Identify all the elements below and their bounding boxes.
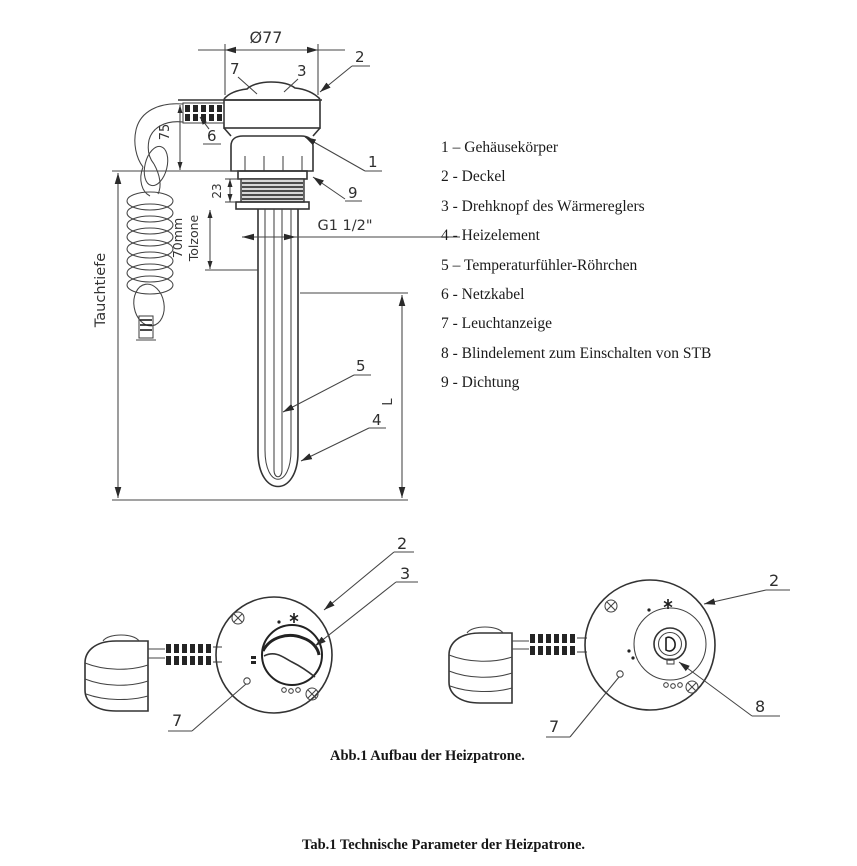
dim-length [300, 293, 408, 498]
callout-3: 3 [297, 62, 307, 80]
legend-item: 2 - Deckel [441, 168, 506, 186]
dim-deadzone-word: Tolzone [186, 214, 201, 262]
dim-length-label: L [381, 398, 396, 406]
legend-item: 1 – Gehäusekörper [441, 139, 559, 156]
callout-7: 7 [230, 60, 240, 78]
dim-thread-label: G1 1/2" [317, 218, 373, 234]
cord-corrugation [166, 644, 222, 665]
callout-7: 7 [172, 711, 183, 730]
legend-item: 5 – Temperaturfühler-Röhrchen [441, 256, 638, 274]
cable-gland [183, 103, 224, 123]
screw-icon [686, 681, 698, 693]
dim-deadzone-value: 70mm [170, 217, 185, 259]
legend-item: 8 - Blindelement zum Einschalten von STB [441, 344, 712, 362]
scale-mark [251, 656, 256, 659]
heater-cap [178, 82, 322, 100]
blind-element-hub [654, 628, 686, 664]
dim-seal-23 [210, 179, 241, 202]
callout-9: 9 [348, 184, 358, 202]
legend-item: 3 - Drehknopf des Wärmereglers [441, 197, 645, 215]
callout-8: 8 [755, 697, 766, 716]
power-plug [85, 635, 148, 711]
dim-thread [242, 218, 460, 240]
thread-seal [236, 179, 309, 209]
power-dots [664, 683, 683, 689]
parts-legend [441, 133, 786, 398]
scale-mark [251, 661, 256, 664]
callout-4: 4 [372, 411, 382, 429]
knob-recess [634, 608, 706, 680]
temp-sensor-tube [274, 209, 282, 477]
legend-item: 4 - Heizelement [441, 227, 540, 245]
face-view-with-knob [85, 534, 418, 731]
heating-tubes [258, 209, 298, 487]
figure-caption: Abb.1 Aufbau der Heizpatrone. [330, 748, 525, 764]
legend-item: 9 - Dichtung [441, 374, 520, 392]
callout-3: 3 [400, 564, 411, 583]
dim-height-75 [158, 105, 180, 170]
table-caption: Tab.1 Technische Parameter der Heizpatrone. [302, 837, 586, 853]
face-view-without-knob [449, 571, 790, 737]
dim-diameter-label: Ø77 [249, 28, 283, 47]
legend-item: 7 - Leuchtanzeige [441, 315, 553, 333]
callout-2: 2 [769, 571, 780, 590]
scale-dot [277, 620, 280, 623]
scale-dot [627, 649, 630, 652]
right-view-callouts [546, 571, 790, 737]
indicator-light [244, 678, 250, 684]
dim-23-label: 23 [210, 183, 224, 199]
main-assembly-view [93, 28, 460, 500]
indicator-light [617, 671, 623, 677]
callout-6: 6 [207, 127, 217, 145]
callout-2: 2 [355, 48, 365, 66]
callout-2: 2 [397, 534, 408, 553]
callout-7: 7 [549, 717, 560, 736]
dim-immersion-label: Tauchtiefe [93, 252, 109, 328]
callout-1: 1 [368, 153, 378, 171]
dim-diameter [198, 28, 345, 95]
knob-dial [262, 625, 322, 685]
main-callouts [200, 48, 386, 461]
housing-body [224, 100, 320, 179]
frost-symbol-icon [290, 613, 298, 623]
power-dots [282, 688, 301, 694]
legend-item: 6 - Netzkabel [441, 286, 525, 304]
scale-dot [647, 608, 650, 611]
scale-dot [631, 656, 634, 659]
cord-corrugation [530, 634, 587, 655]
power-plug [449, 627, 512, 703]
dim-75-label: 75 [158, 123, 173, 141]
screw-icon [605, 600, 617, 612]
left-view-callouts [168, 534, 418, 731]
callout-5: 5 [356, 357, 366, 375]
screw-icon [232, 612, 244, 624]
dim-deadzone [170, 210, 258, 270]
